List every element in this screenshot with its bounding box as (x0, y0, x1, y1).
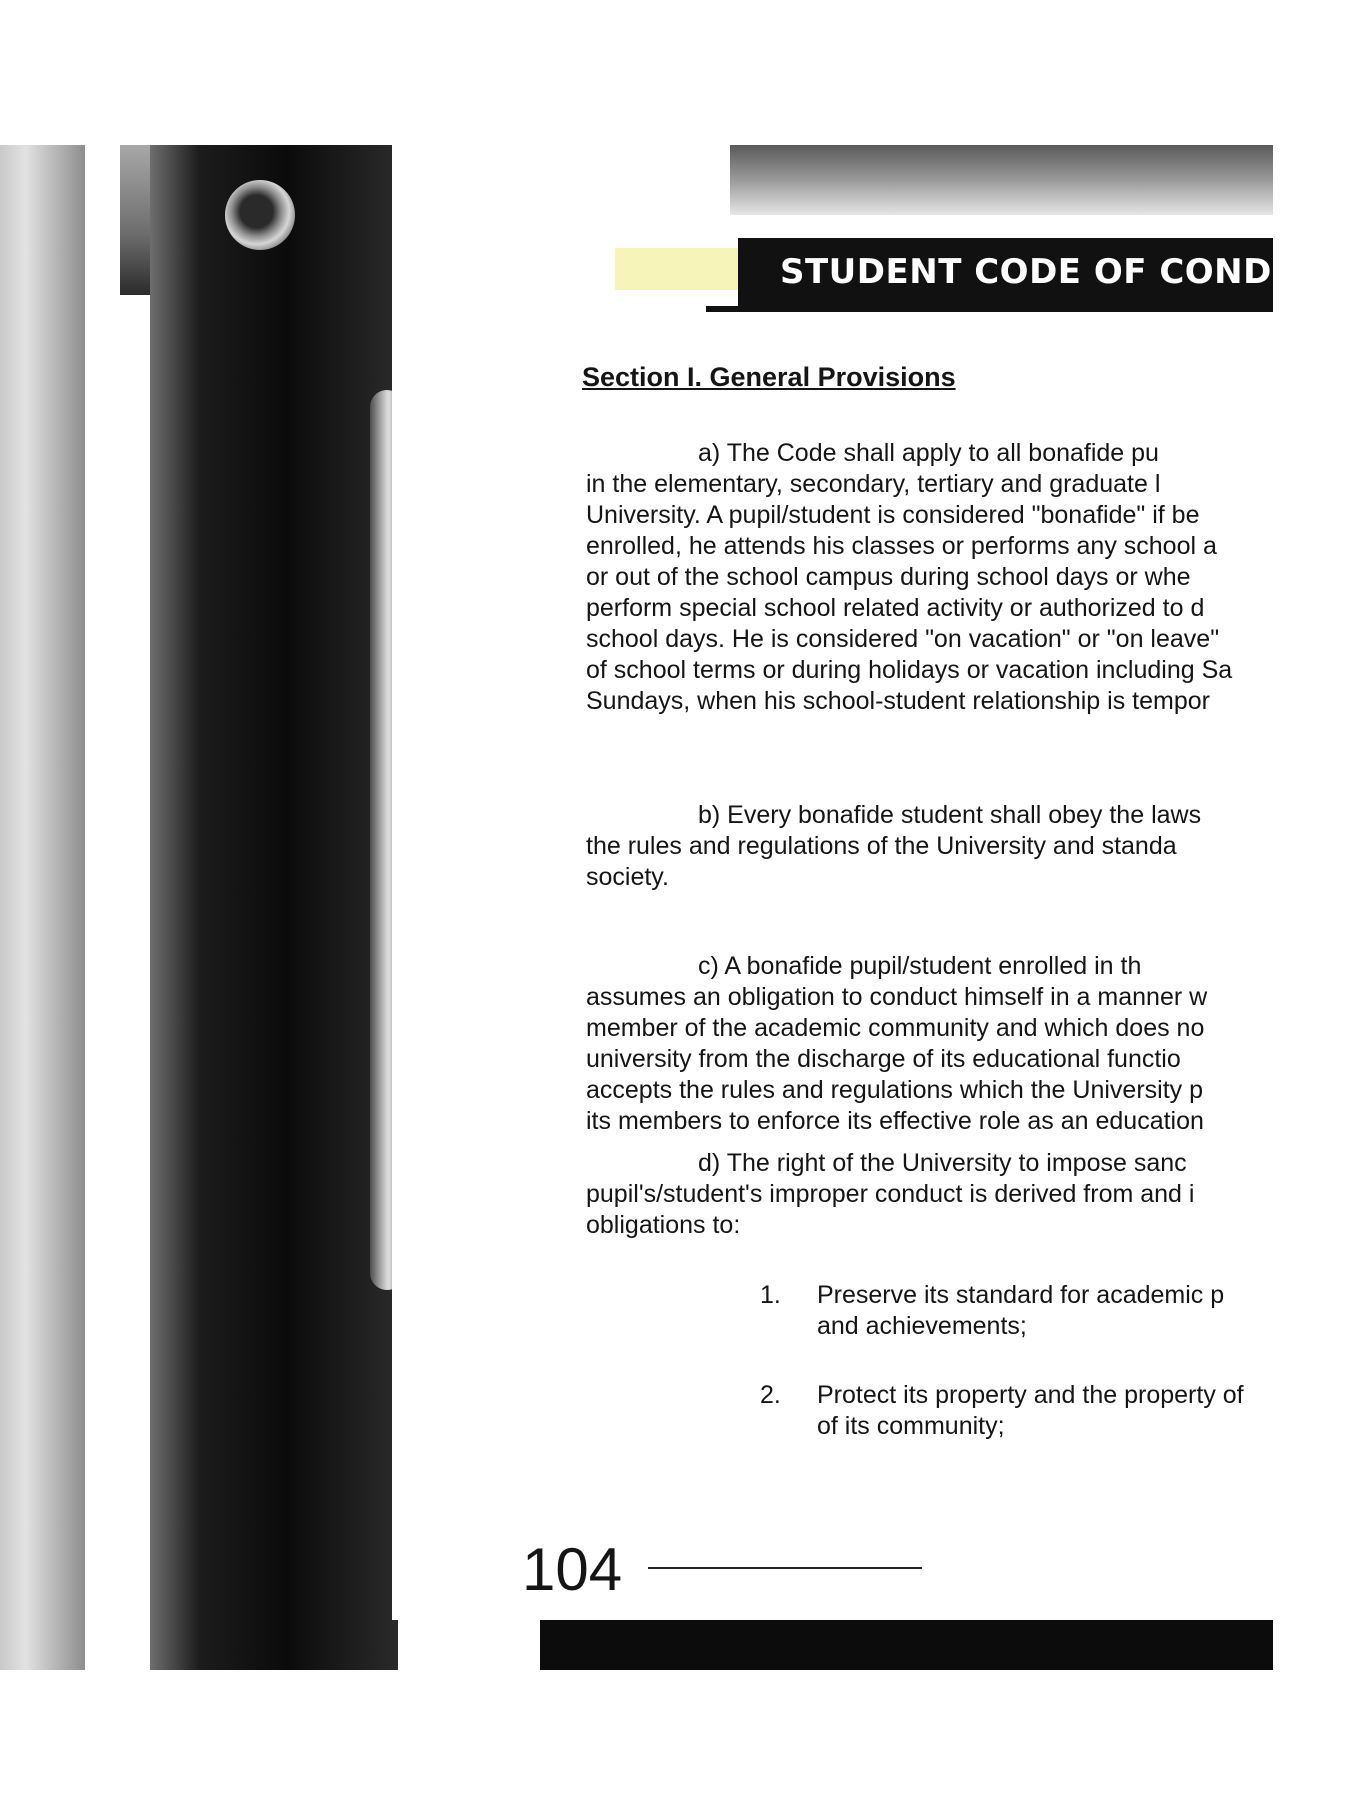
paragraph-line: a) The Code shall apply to all bonafide pu (698, 439, 1159, 467)
list-item-number: 2. (760, 1381, 781, 1409)
paragraph-line: of school terms or during holidays or vacation including Sa (586, 656, 1233, 684)
section-title: Section I. General Provisions (582, 362, 956, 392)
bottom-margin (0, 1670, 1273, 1800)
paragraph-line: Sundays, when his school-student relationship is tempor (586, 687, 1210, 715)
paragraph-line: society. (586, 863, 669, 891)
paragraph-line: b) Every bonafide student shall obey the laws (698, 801, 1202, 829)
list-item-line: of its community; (817, 1412, 1005, 1440)
bottom-shadow (540, 1620, 1273, 1670)
paragraph-line: its members to enforce its effective role as an education (586, 1107, 1204, 1135)
paragraph-line: member of the academic community and which does no (586, 1014, 1205, 1042)
paragraph-line: university from the discharge of its educational functio (586, 1045, 1181, 1073)
list-item-1 (760, 1280, 1273, 1342)
paragraph-line: enrolled, he attends his classes or performs any school a (586, 532, 1217, 560)
list-item-line: Protect its property and the property of (817, 1381, 1244, 1409)
highlighter-mark (615, 248, 745, 290)
paragraph-line: pupil's/student's improper conduct is derived from and i (586, 1180, 1195, 1208)
paragraph-line: obligations to: (586, 1211, 741, 1239)
paragraph-b (586, 800, 1273, 893)
paragraph-c (586, 951, 1273, 1137)
header-rule (706, 306, 1273, 312)
paragraph-a (586, 438, 1273, 717)
page-top-shadow (730, 145, 1273, 215)
paragraph-line: the rules and regulations of the University and standa (586, 832, 1177, 860)
paragraph-line: school days. He is considered "on vacation" or "on leave" (586, 625, 1220, 653)
paragraph-line: or out of the school campus during school days or whe (586, 563, 1191, 591)
paragraph-line: in the elementary, secondary, tertiary and graduate l (586, 470, 1161, 498)
page-number: 104 (522, 1536, 623, 1603)
paragraph-line: c) A bonafide pupil/student enrolled in th (698, 952, 1142, 980)
paragraph-line: University. A pupil/student is considered "bonafide" if be (586, 501, 1200, 529)
paragraph-line: assumes an obligation to conduct himself in a manner w (586, 983, 1208, 1011)
paragraph-line: accepts the rules and regulations which the University p (586, 1076, 1203, 1104)
binder-edge (0, 145, 85, 1670)
list-item-line: Preserve its standard for academic p (817, 1281, 1225, 1309)
page-header-title: STUDENT CODE OF CONDUCT (738, 238, 1273, 306)
paragraph-line: d) The right of the University to impose sanc (698, 1149, 1187, 1177)
list-item-line: and achievements; (817, 1312, 1027, 1340)
binder-ring (225, 180, 295, 250)
footer-rule (648, 1567, 922, 1569)
paragraph-d (586, 1148, 1273, 1241)
list-item-2 (760, 1380, 1273, 1442)
binder-shadow (150, 145, 398, 1670)
paragraph-line: perform special school related activity or authorized to d (586, 594, 1205, 622)
list-item-number: 1. (760, 1281, 781, 1309)
